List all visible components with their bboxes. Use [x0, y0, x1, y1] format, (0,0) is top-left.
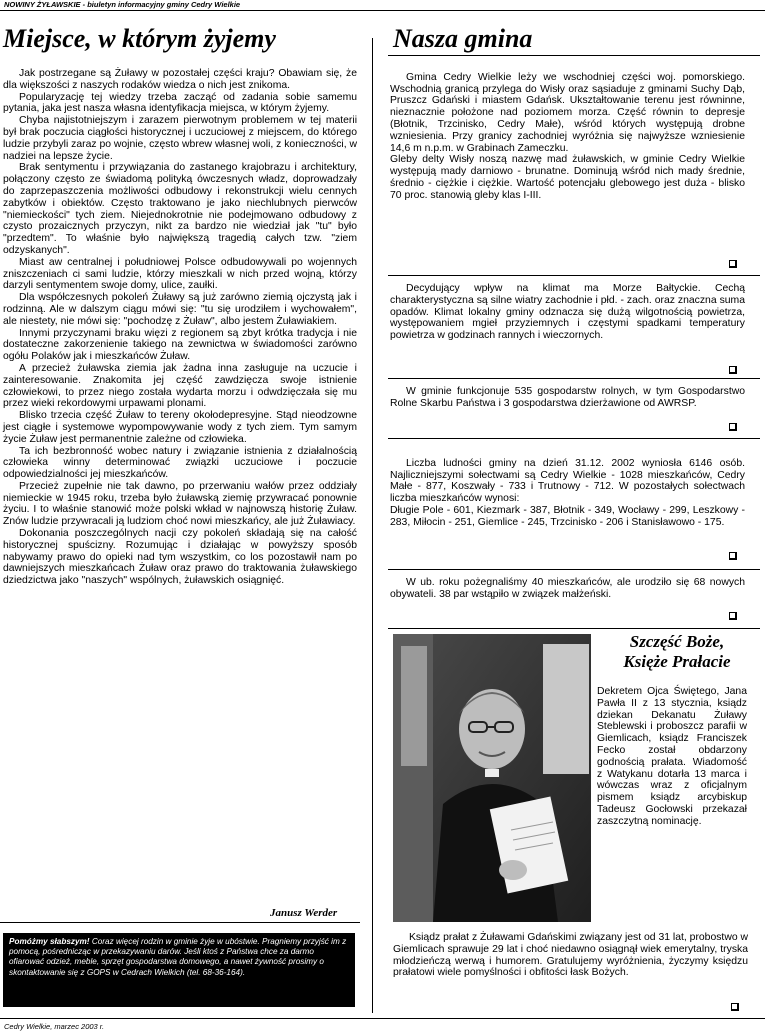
section-location-text: Gmina Cedry Wielkie leży we wschodniej części woj. pomorskiego. Wschodnią granicą przylega do Wisły oraz sąsiaduje z gminami Suchy Dąb, Pruszcz Gdański i miastem Gdańsk. Ukształtowanie terenu jest równinne, nieznacznie położone nad poziomem morza. Część równin to depresje (Błotnik, Trzcinisko, Cedry Małe), wśród których występują drobne wzniesienia. Przy granicy zachodniej wyróżnia się najwyższe wzniesienie 14,6 m n.p.m. w Grabinach Zameczku. Gleby delty Wisły noszą nazwę mad żuławskich, w gminie Cedry Wielkie występują mady darniowo - brunatne. Dominują wśród nich mady średnie, średnio - ciężkie i ciężkie. Wartość potencjału glebowego jest duża - blisko 70 proc. stanowią gleby klas I-III. — [390, 71, 745, 201]
blessing-side-paragraph: Dekretem Ojca Świętego, Jana Pawła II z 13 stycznia, ksiądz dziekan Dekanatu Żuławy Steblewski i proboszcz parafii w Giemlicach, ksiądz Franciszek Fecko został obdarzony godnością prałata. Wiadomość z Watykanu dotarła 13 marca i wówczas wraz z oficjalnym pismem ksiądz arcybiskup Tadeusz Gocłowski przekazał zaszczytną nominację. — [597, 686, 747, 827]
section-rule-5 — [388, 628, 760, 629]
help-infobox — [3, 933, 355, 1007]
right-title-rule — [388, 55, 760, 56]
section-births-text: W ub. roku pożegnaliśmy 40 mieszkańców, ale urodziło się 68 nowych obywateli. 38 par wstąpiło w związek małżeński. — [390, 577, 745, 600]
left-title: Miejsce, w którym żyjemy — [3, 24, 276, 53]
blessing-title-line-2: Księże Prałacie — [623, 652, 731, 671]
left-paragraph-1: Jak postrzegane są Żuławy w pozostałej części kraju? Obawiam się, że dla większości z naszych rodaków wiedza o nich jest znikoma. — [3, 68, 357, 91]
left-paragraph-3: Chyba najistotniejszym i zarazem pierwotnym problemem w tej materii był brak poczucia ciągłości historycznej i uczuciowej z miejscem, do którego ludzie przybyli zaraz po wojnie, często wbrew własnej woli, z konieczności, w nadziei na lepsze życie. — [3, 115, 358, 162]
blessing-side-text — [597, 686, 747, 828]
priest-photo — [393, 634, 591, 922]
section-births — [390, 577, 745, 601]
footer-text: Cedry Wielkie, marzec 2003 r. — [4, 1022, 105, 1031]
help-infobox-lead: Pomóżmy słabszym! — [9, 937, 90, 946]
left-paragraph-12: Dokonania poszczególnych nacji czy pokoleń składają się na całość historycznej spuścizny. Rozumując i działając w powyższy sposób nabywamy prawo do opieki nad tym wszystkim, co los pozostawił nam po dawniejszych mieszkańcach Żuław oraz prawo do traktowania żuławskiego dziedzictwa jako "naszych" wspólnych, żuławskich osiągnięć. — [3, 528, 357, 587]
left-article — [3, 68, 357, 587]
help-infobox-body: Coraz więcej rodzin w gminie żyje w ubóstwie. Pragniemy przyjść im z pomocą, pośrednicząc w przekazywaniu darów. Jeśli ktoś z Państwa chce za darmo ofiarować odzież, meble, sprzęt gospodarstwa domowego, a nawet żywność prosimy o skontaktowanie się z GOPS w Cedrach Wielkich (tel. 68-36-164). — [9, 937, 347, 977]
header-topline: NOWINY ŻYŁAWSKIE - biuletyn informacyjny gminy Cedry Wielkie — [4, 0, 241, 9]
left-paragraph-5: Miast aw centralnej i południowej Polsce odbudowywali po wojennych zniszczeniach ci sami ludzie, którzy mieszkali w nich przed wojną, którzy darzyli sentymentem swoje domy, ulice, zaułki. — [3, 256, 357, 292]
right-title: Nasza gmina — [393, 24, 533, 53]
section-farms-text: W gminie funkcjonuje 535 gospodarstw rolnych, w tym Gospodarstwo Rolne Skarbu Państwa i 3 gospodarstwa dzierżawione od AWRSP. — [390, 386, 745, 409]
left-paragraph-2: Popularyzację tej wiedzy trzeba zacząć od zadania sobie samemu pytania, jaka jest nasza własna identyfikacja miejsca, w którym żyjemy. — [3, 91, 357, 115]
section-rule-2 — [388, 378, 760, 379]
left-paragraph-11: Przecież zupełnie nie tak dawno, po przerwaniu wałów przez oddziały niemieckie w 1945 roku, trzeba było żuławską ziemię przywracać ponownie życiu. I to właśnie stanowić może polski wkład w najnowszą historię Żuław. Znów ludzie przywracali ją ludziom choć nowi mieszkańcy, ale już Żuławiacy. — [3, 480, 357, 528]
left-paragraph-8: A przecież żuławska ziemia jak żadna inna zasługuje na uczucie i zainteresowanie. Znakomita jej część zawdzięcza swoje istnienie człowiekowi, to przez niego została wydarta morzu i odwdzięczała się mu przez wieki rekordowymi urpawami plonami. — [3, 362, 357, 410]
left-paragraph-6: Dla współczesnych pokoleń Żuławy są już zarówno ziemią ojczystą jak i rodzinną. Ale w dalszym ciągu mówi się: "tu się urodziłem i wychowałem", ale niestety, nie mówi się: "pochodzę z Żuław", albo jestem Żuławiakiem. — [3, 292, 357, 327]
end-mark-icon — [729, 612, 737, 620]
section-rule-1 — [388, 275, 760, 276]
section-rule-3 — [388, 438, 760, 439]
section-population-text: Liczba ludności gminy na dzień 31.12. 2002 wyniosła 6146 osób. Najliczniejszymi sołectwami są Cedry Wielkie - 1028 mieszkańców, Cedry Małe - 877, Koszwały - 733 i Trutnowy - 712. W pozostałych sołectwach liczba mieszkańców wynosi: Długie Pole - 601, Kiezmark - 387, Błotnik - 349, Wocławy - 299, Leszkowy - 283, Miłocin - 251, Giemlice - 245, Trzcinisko - 206 i Stanisławowo - 175. — [390, 457, 745, 528]
section-rule-4 — [388, 569, 760, 570]
footer-rule — [0, 1018, 765, 1019]
left-bottom-rule — [0, 922, 360, 923]
section-population — [390, 446, 745, 540]
section-climate — [390, 283, 745, 342]
section-climate-text: Decydujący wpływ na klimat ma Morze Bałtyckie. Cechą charakterystyczna są silne wiatry zachodnie i płd. - zach. oraz znaczna suma opadów. Klimat lokalny gminy odznacza się dużą wilgotnością powietrza, występowaniem mgieł przyziemnych i częstymi spadkami temperatury powietrza w godzinach rannych i wieczornych. — [390, 283, 745, 342]
priest-photo-image — [393, 634, 591, 922]
left-paragraph-9: Blisko trzecia część Żuław to tereny okołodepresyjne. Stąd nieodzowne jest ciągłe i systemowe wypompowywanie wody z tych ziem. Tym samym życie Żuław jest permanentnie zależne od człowieka. — [3, 410, 357, 445]
end-mark-icon — [729, 260, 737, 268]
end-mark-icon — [729, 552, 737, 560]
left-paragraph-7: Innymi przyczynami braku więzi z regionem są zbyt krótka tradycja i nie dostateczne zakorzenienie takiego na zewnictwa w świadomości zarówno ogółu Polaków jak i mieszkańców Żuław. — [3, 327, 357, 363]
left-signature: Janusz Werder — [270, 907, 338, 919]
column-divider — [372, 38, 373, 1013]
left-paragraph-4: Brak sentymentu i przywiązania do zastanego krajobrazu i architektury, połączony często ze świadomą polityką ówczesnych władz, doprowadzały do zaprzepaszczenia możliwości odbudowy i rekonstrukcji wielu cennych zabytków i obiektów. Często traktowano je jako niechlubnych pierwców "niemieckości" tych ziem. Niejednokrotnie nie podejmowano odbudowy z czysto prozaicznych przyczyn, nikt za bardzo nie wiedział jak "tu" było "przedtem". To właśnie było największą tragedią całych tzw. "ziem odzyskanych". — [3, 162, 357, 256]
blessing-title — [596, 632, 758, 672]
top-rule — [0, 10, 765, 11]
blessing-title-line-1: Szczęść Boże, — [629, 632, 725, 651]
blessing-bottom-text — [393, 932, 748, 979]
left-paragraph-10: Ta ich bezbronność wobec natury i związanie istnienia z działalnością człowieka winny determinować związki uczuciowe i poczucie odpowiedzialności jej mieszkańców. — [3, 445, 357, 481]
end-mark-icon — [729, 423, 737, 431]
section-farms — [390, 386, 745, 410]
blessing-bottom-paragraph: Ksiądz prałat z Żuławami Gdańskimi związany jest od 31 lat, probostwo w Giemlicach sprawuje 29 lat i choć niedawno osiągnął wiek emerytalny, tryska młodzieńczą werwą i humorem. Gratulujemy wyróżnienia, życzymy księdzu prałatowi wiele pomyślności i obfitości łask Bożych. — [393, 932, 748, 979]
end-mark-icon — [729, 366, 737, 374]
end-mark-icon — [731, 1003, 739, 1011]
section-location — [390, 60, 745, 213]
